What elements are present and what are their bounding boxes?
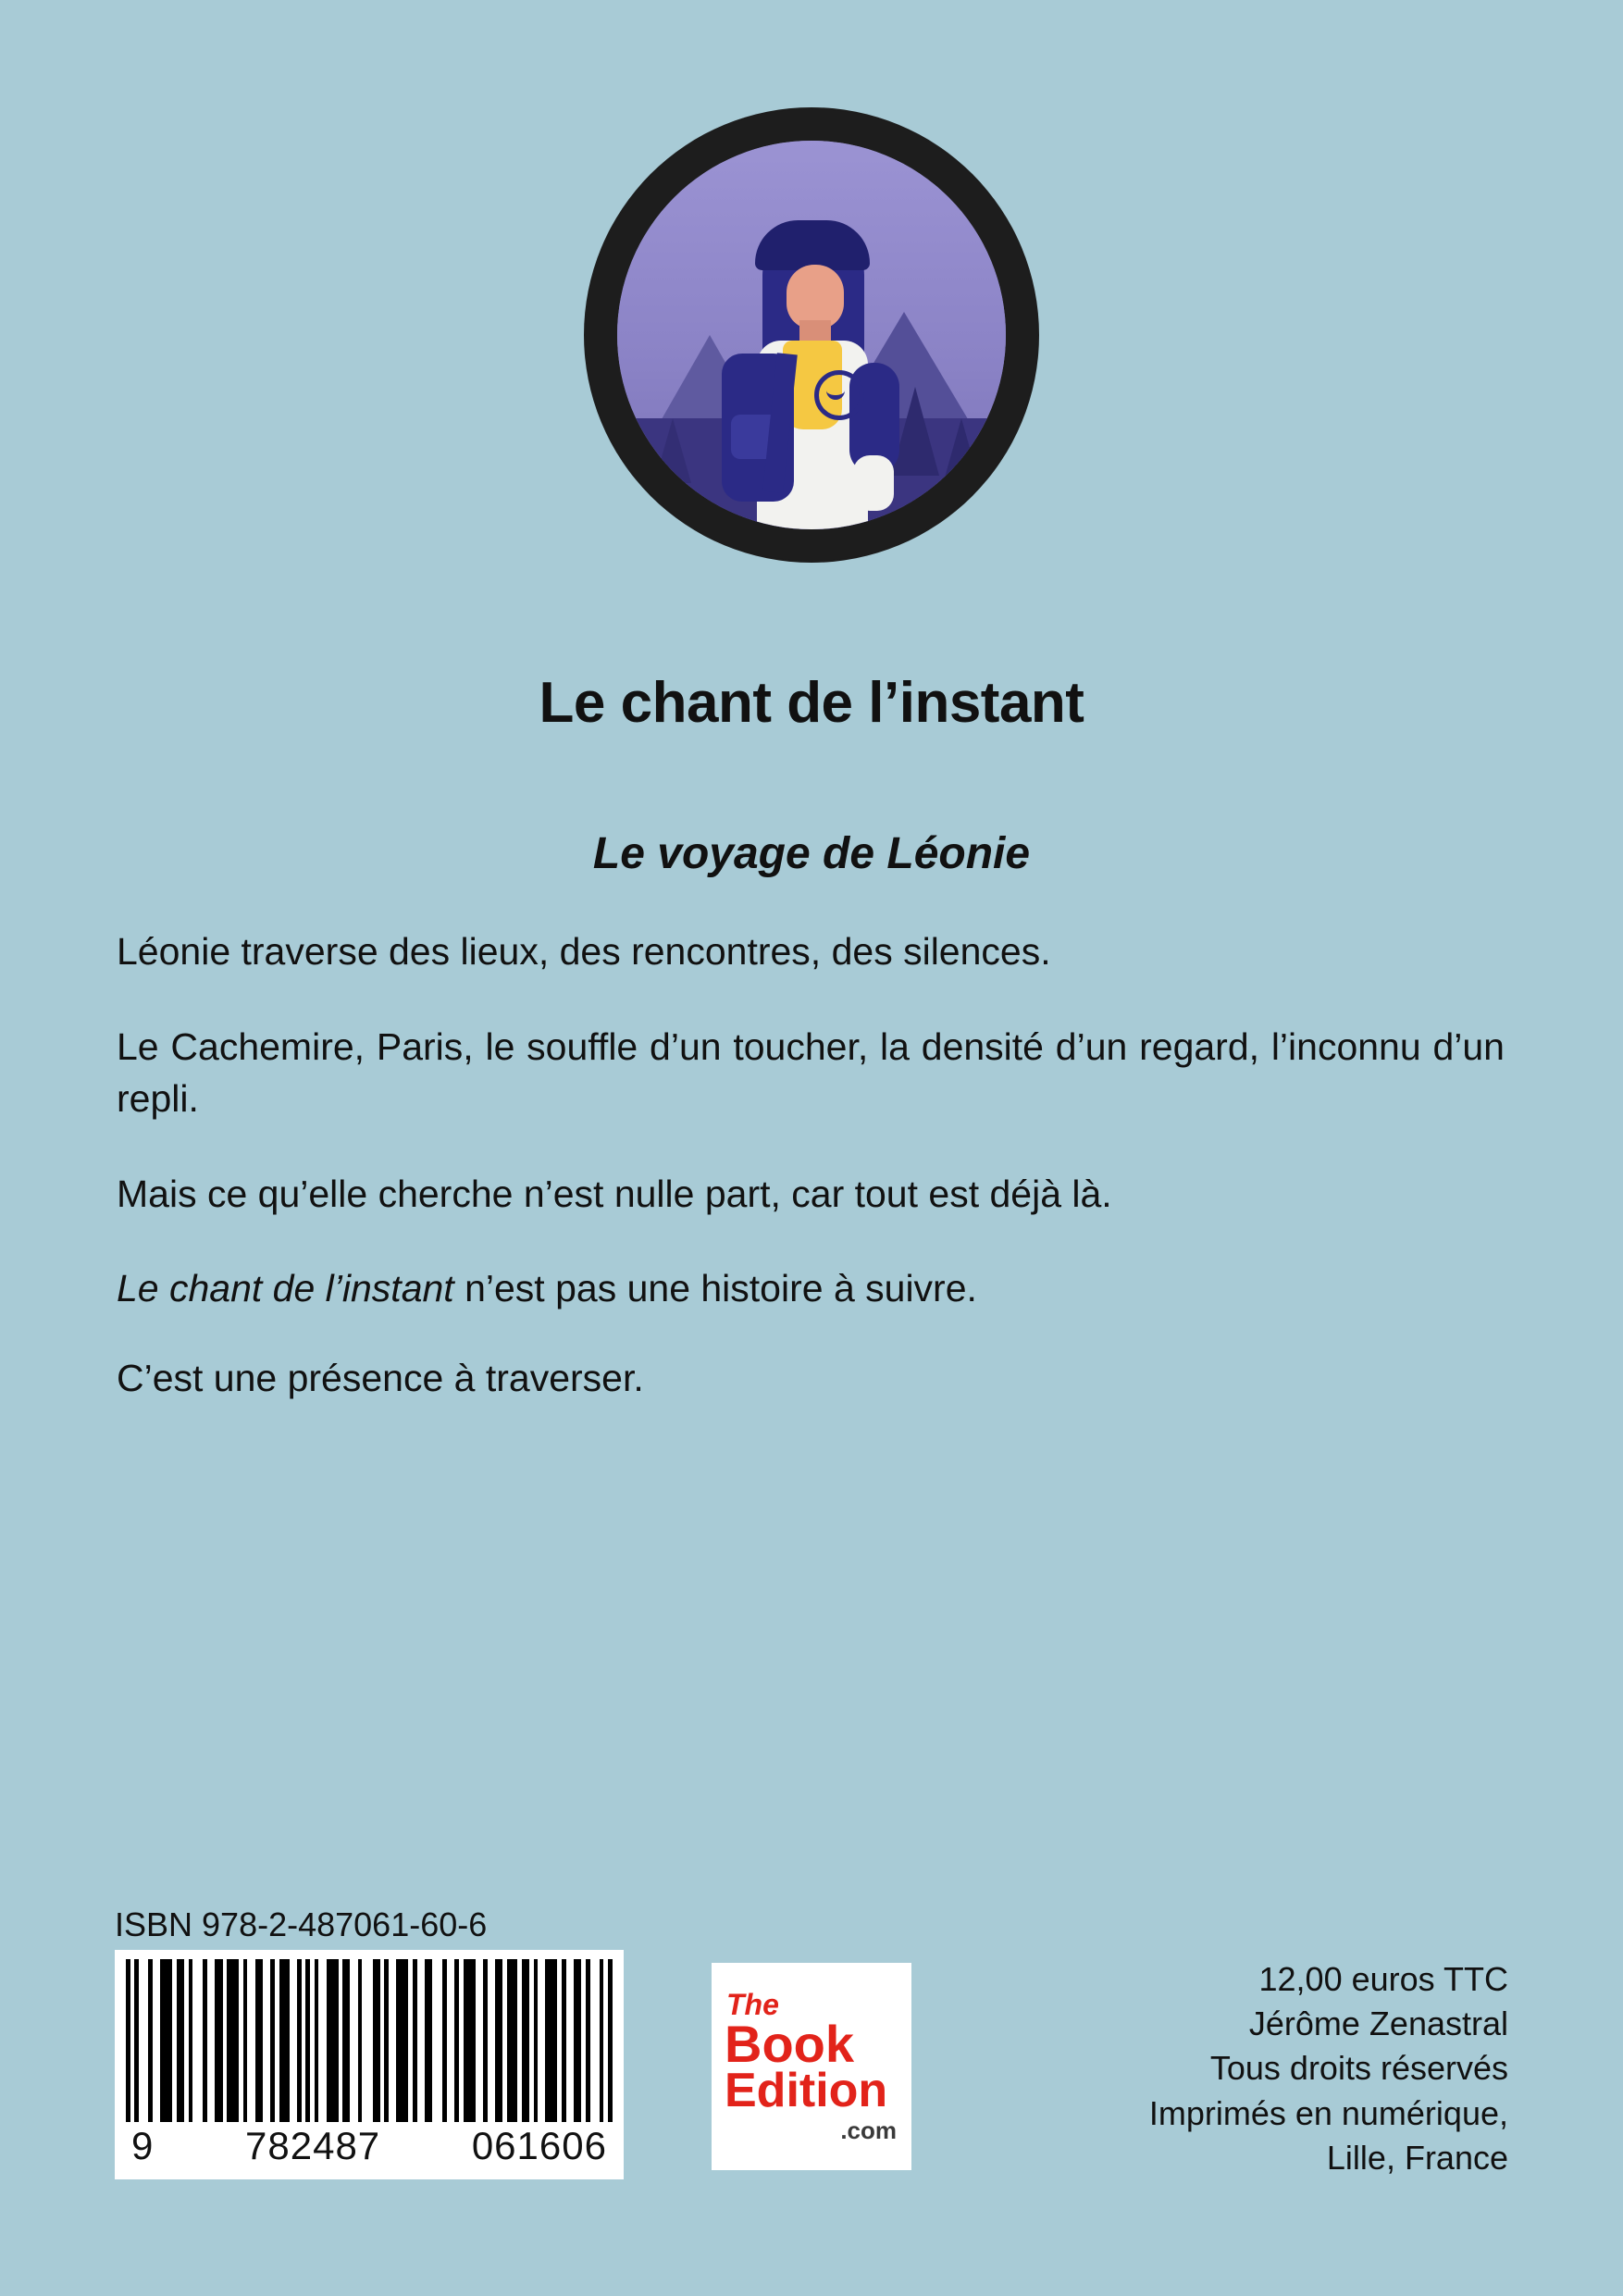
sleeve-shape (853, 455, 894, 511)
hat-shape (755, 220, 870, 270)
barcode-group-2: 061606 (471, 2124, 607, 2167)
blurb-italic-line (117, 1262, 1505, 1315)
blurb-paragraph: Le Cachemire, Paris, le souffle d’un toucher, la densité d’un regard, l’inconnu d’un repli. (117, 1024, 1505, 1121)
publisher-logo-line-3: Edition (725, 2063, 888, 2117)
barcode (115, 1950, 624, 2179)
publisher-logo (712, 1963, 911, 2170)
barcode-left-digit: 9 (131, 2124, 155, 2167)
rights-line: Tous droits réservés (1209, 2049, 1508, 2088)
price-line: 12,00 euros TTC (1258, 1960, 1508, 1998)
tree-icon (941, 418, 982, 490)
hiker-circle-logo (586, 109, 1037, 561)
logo-container (0, 109, 1623, 561)
barcode-bars (126, 1959, 613, 2122)
logo-artwork (617, 141, 1006, 529)
author-line: Jérôme Zenastral (1248, 2004, 1508, 2043)
page-title: Le chant de l’instant (539, 670, 1084, 735)
blurb-closing-line: C’est une présence à traverser. (117, 1356, 644, 1399)
emblem-icon (814, 370, 864, 420)
page-subtitle: Le voyage de Léonie (592, 828, 1031, 878)
rights-block (1149, 1957, 1508, 2180)
tree-icon (654, 418, 691, 483)
location-line: Lille, France (1326, 2138, 1508, 2177)
barcode-digits (126, 2122, 613, 2168)
blurb-text (117, 925, 1505, 1446)
blurb-paragraph: Léonie traverse des lieux, des rencontres, des silences. (117, 930, 1051, 973)
footer (0, 1905, 1623, 2211)
barcode-group-1: 782487 (245, 2124, 381, 2167)
publisher-logo-line-1: The (726, 1988, 779, 2022)
blurb-italic-rest: n’est pas une histoire à suivre. (453, 1267, 977, 1310)
blurb-title-emphasis: Le chant de l’instant (117, 1267, 454, 1310)
isbn-label: ISBN 978-2-487061-60-6 (115, 1905, 488, 1943)
blurb-paragraph: Mais ce qu’elle cherche n’est nulle part, car tout est déjà là. (117, 1172, 1112, 1215)
hiker-icon (714, 224, 909, 529)
printing-line: Imprimés en numérique, (1148, 2093, 1508, 2132)
publisher-logo-line-4: .com (840, 2116, 897, 2145)
publisher-logo-line-2: Book (725, 2014, 854, 2073)
